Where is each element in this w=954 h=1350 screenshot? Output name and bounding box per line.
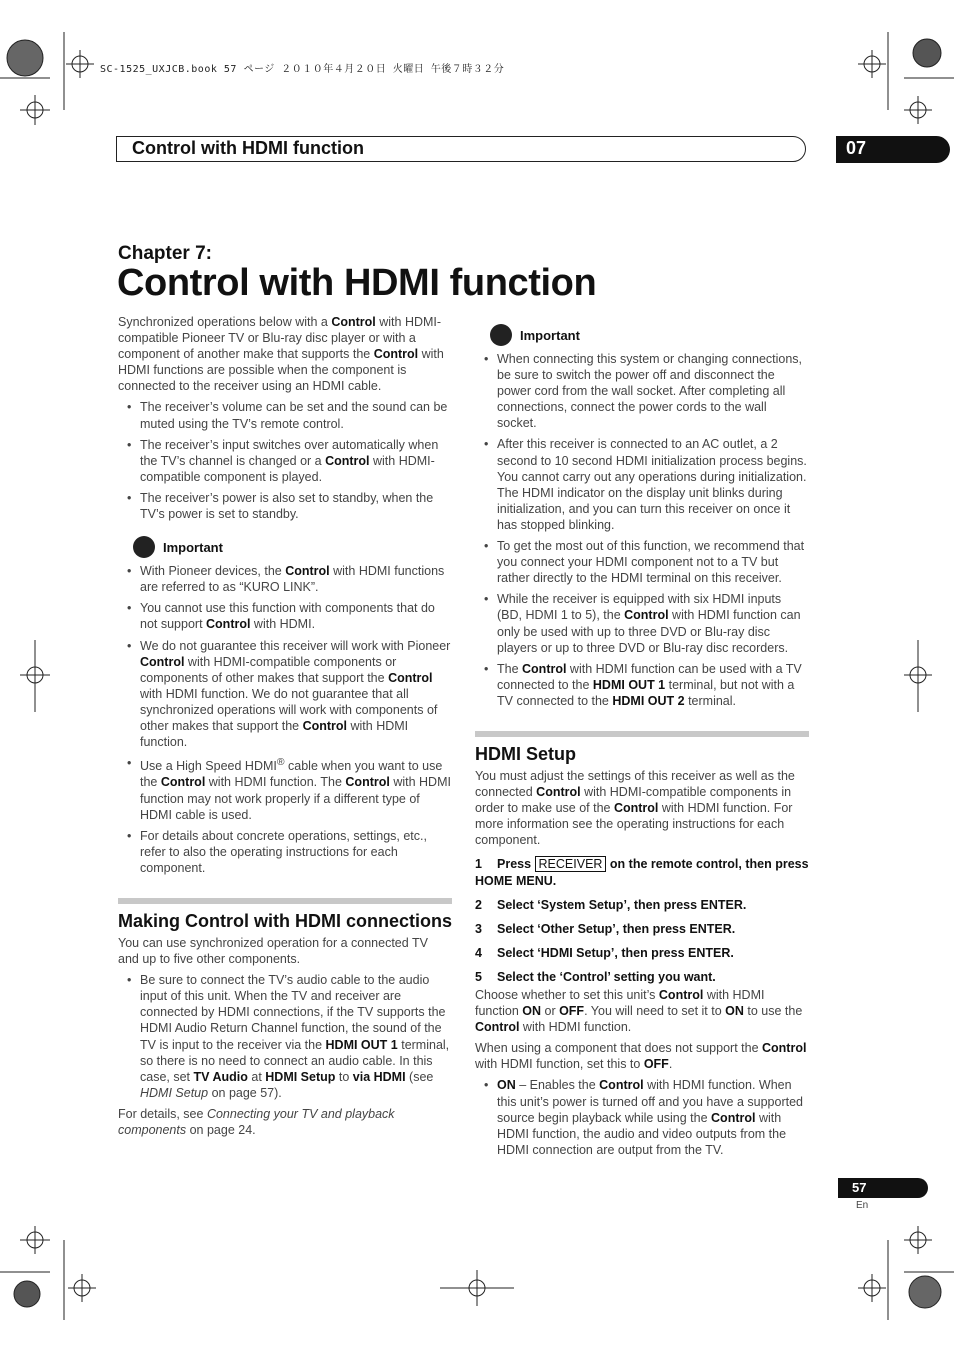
list-item: • ON – Enables the Control with HDMI function. When this unit’s power is turned off and you have a supported source begin playback while using the Control with HDMI function, the audio and video outputs from the HDMI connection are output from the TV. <box>475 1077 809 1157</box>
list-item: • Be sure to connect the TV’s audio cable to the audio input of this unit. When the TV and receiver are connected by HDMI connections, if the TV supports the HDMI Audio Return Channel function, the sound of the TV is input to the receiver via the HDMI OUT 1 terminal, so there is no need to connect an audio cable. In this case, set TV Audio at HDMI Setup to via HDMI (see HDMI Setup on page 57). <box>118 972 452 1101</box>
important-icon <box>490 324 512 346</box>
hdmi-setup-intro: You must adjust the settings of this receiver as well as the connected Control with HDMI-compatible components in order to make use of the Control with HDMI function. For more information see the operating instructions for each component. <box>475 768 795 848</box>
section-title-hdmi-setup: HDMI Setup <box>475 743 576 764</box>
step-4: 4 Select ‘HDMI Setup’, then press ENTER. <box>475 945 734 960</box>
print-metadata: SC-1525_UXJCB.book 57 ページ ２０１０年４月２０日 火曜日 午後７時３２分 <box>100 64 505 75</box>
list-item: • For details about concrete operations, settings, etc., refer to also the operating instructions for each component. <box>118 828 452 876</box>
list-item: • The receiver’s input switches over automatically when the TV’s channel is changed or a Control with HDMI-compatible component is played. <box>118 437 452 485</box>
section-divider <box>475 731 809 737</box>
list-item: • You cannot use this function with components that do not support Control with HDMI. <box>118 600 452 632</box>
list-item: • The receiver’s volume can be set and the sound can be muted using the TV’s remote control. <box>118 399 452 431</box>
header-title: Control with HDMI function <box>132 138 364 158</box>
list-item: • While the receiver is equipped with six HDMI inputs (BD, HDMI 1 to 5), the Control with HDMI function can only be used with up to three DVD or Blu-ray disc players or up to three DVD or Blu-ray disc recorders. <box>475 591 809 655</box>
section-divider <box>118 898 452 904</box>
step-2: 2 Select ‘System Setup’, then press ENTER. <box>475 897 747 912</box>
important-heading <box>118 536 452 560</box>
step-1: 1 Press RECEIVER on the remote control, then press HOME MENU. <box>475 857 809 888</box>
step-3: 3 Select ‘Other Setup’, then press ENTER. <box>475 921 736 936</box>
important-list <box>118 563 452 876</box>
important-label: Important <box>163 540 223 556</box>
right-column <box>475 324 809 1163</box>
list-item: • Use a High Speed HDMI® cable when you want to use the Control with HDMI function. The Control with HDMI function may not work properly if a different type of HDMI cable is used. <box>118 755 452 823</box>
chapter-number-tab: 07 <box>836 136 950 163</box>
list-item: • We do not guarantee this receiver will work with Pioneer Control with HDMI-compatible components or components of other makes that support the Control with HDMI function. We do not guarantee that all synchronized operations will work with components of other makes that support the Control with HDMI function. <box>118 638 452 751</box>
step5-description: Choose whether to set this unit’s Control with HDMI function ON or OFF. You will need to set it to ON to use the Control with HDMI function. <box>475 988 803 1035</box>
language-code: En <box>856 1200 869 1211</box>
list-item: • To get the most out of this function, we recommend that you connect your HDMI component not to a TV but rather directly to the HDMI terminal on this receiver. <box>475 538 809 586</box>
section-title-connections: Making Control with HDMI connections <box>118 910 452 931</box>
intro-paragraph: Synchronized operations below with a Control with HDMI-compatible Pioneer TV or Blu-ray disc player or with a component of another make that supports the Control with HDMI functions are possible when the component is connected to the receiver using an HDMI cable. <box>118 315 444 394</box>
important-label: Important <box>520 328 580 343</box>
connections-list <box>118 972 452 1101</box>
list-item: • The Control with HDMI function can be used with a TV connected to the HDMI OUT 1 terminal, but not with a TV connected to the HDMI OUT 2 terminal. <box>475 661 809 709</box>
step-5: 5 Select the ‘Control’ setting you want. <box>475 969 716 984</box>
important-icon <box>133 536 155 558</box>
nonsupport-note: When using a component that does not support the Control with HDMI function, set this to OFF. <box>475 1041 807 1072</box>
details-reference: For details, see Connecting your TV and playback components on page 24. <box>118 1106 395 1137</box>
list-item: • After this receiver is connected to an AC outlet, a 2 second to 10 second HDMI initialization process begins. You cannot carry out any operations during initialization. The HDMI indicator on the display unit blinks during initialization, and you can turn this receiver on once it has stopped blinking. <box>475 436 809 533</box>
important-list-2 <box>475 351 809 709</box>
page-number: 57 <box>838 1178 928 1198</box>
list-item: • The receiver’s power is also set to standby, when the TV’s power is set to standby. <box>118 490 452 522</box>
chapter-label: Chapter 7: <box>118 243 212 264</box>
left-column <box>118 314 452 1143</box>
chapter-title: Control with HDMI function <box>117 262 597 304</box>
list-item: • With Pioneer devices, the Control with HDMI functions are referred to as “KURO LINK”. <box>118 563 452 595</box>
list-item: • When connecting this system or changing connections, be sure to switch the power off and disconnect the power cord from the wall socket. After completing all connections, connect the power cords to the wall socket. <box>475 351 809 431</box>
feature-list <box>118 399 452 522</box>
important-heading-2 <box>475 324 809 348</box>
connections-intro: You can use synchronized operation for a connected TV and up to five other components. <box>118 935 428 967</box>
steps-list <box>475 856 809 985</box>
options-list <box>475 1077 809 1157</box>
